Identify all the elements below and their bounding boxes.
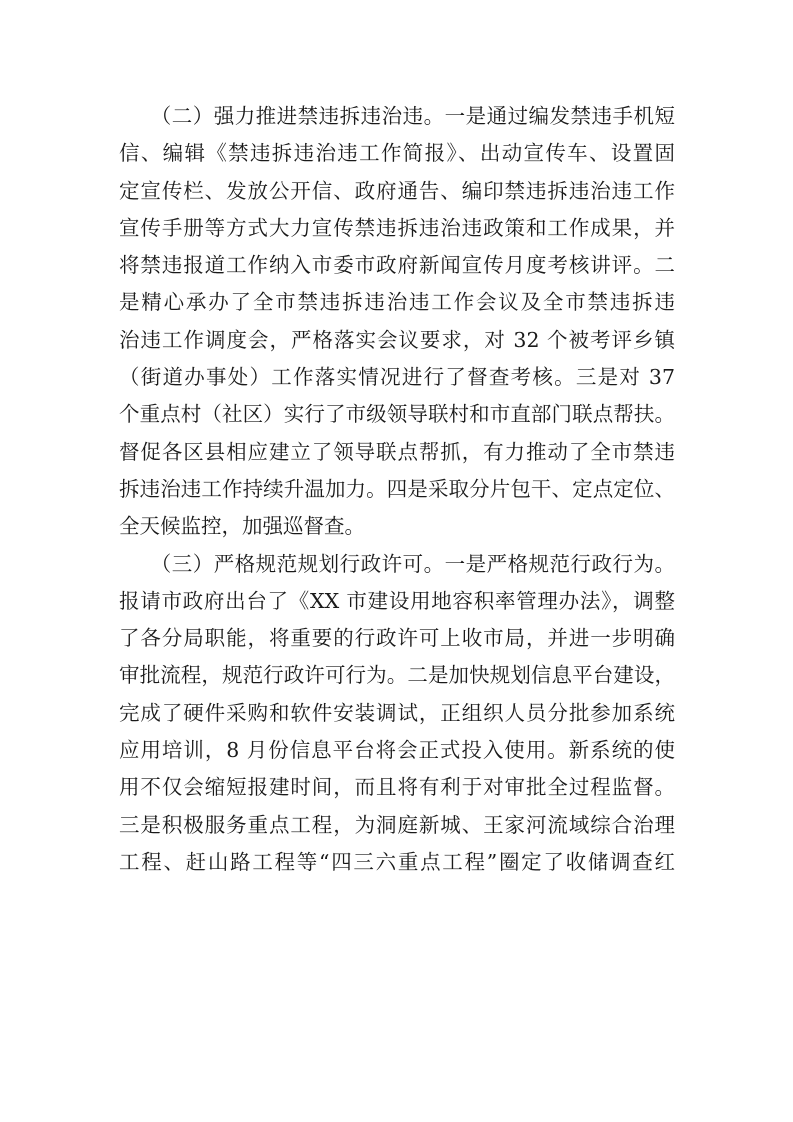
paragraph-line: 报请市政府出台了《XX 市建设用地容积率管理办法》，调整 xyxy=(119,588,675,613)
paragraph-line: 完成了硬件采购和软件安装调试，正组织人员分批参加系统 xyxy=(119,700,675,725)
paragraph-line: （二）强力推进禁违拆违治违。一是通过编发禁违手机短 xyxy=(119,104,675,128)
paragraph-line: （三）严格规范规划行政许可。一是严格规范行政行为。 xyxy=(119,551,675,576)
paragraph-line: 宣传手册等方式大力宣传禁违拆违治违政策和工作成果，并 xyxy=(119,215,675,240)
paragraph-line: 是精心承办了全市禁违拆违治违工作会议及全市禁违拆违 xyxy=(119,290,675,315)
document-body xyxy=(119,98,675,881)
paragraph-section-2 xyxy=(119,98,675,546)
paragraph-line: 个重点村（社区）实行了市级领导联村和市直部门联点帮扶。 xyxy=(119,402,675,427)
paragraph-line-last: 全天候监控，加强巡督查。 xyxy=(119,514,365,539)
paragraph-line: 将禁违报道工作纳入市委市政府新闻宣传月度考核讲评。二 xyxy=(119,253,675,278)
paragraph-line: 治违工作调度会，严格落实会议要求，对 32 个被考评乡镇 xyxy=(119,327,675,352)
paragraph-line: 审批流程，规范行政许可行为。二是加快规划信息平台建设， xyxy=(119,663,675,688)
paragraph-line: 拆违治违工作持续升温加力。四是采取分片包干、定点定位、 xyxy=(119,476,675,501)
paragraph-line: 三是积极服务重点工程，为洞庭新城、王家河流域综合治理 xyxy=(119,812,675,837)
paragraph-line: （街道办事处）工作落实情况进行了督查考核。三是对 37 xyxy=(119,365,675,390)
paragraph-line: 应用培训，8 月份信息平台将会正式投入使用。新系统的使 xyxy=(119,738,675,763)
paragraph-line: 信、编辑《禁违拆违治违工作简报》、出动宣传车、设置固 xyxy=(119,141,675,166)
paragraph-line: 用不仅会缩短报建时间，而且将有利于对审批全过程监督。 xyxy=(119,775,675,800)
paragraph-line: 定宣传栏、发放公开信、政府通告、编印禁违拆违治违工作 xyxy=(119,178,675,203)
paragraph-line: 工程、赶山路工程等“四三六重点工程”圈定了收储调查红 xyxy=(119,849,675,874)
paragraph-section-3 xyxy=(119,546,675,882)
paragraph-line: 督促各区县相应建立了领导联点帮抓，有力推动了全市禁违 xyxy=(119,439,675,464)
paragraph-line: 了各分局职能，将重要的行政许可上收市局，并进一步明确 xyxy=(119,626,675,651)
